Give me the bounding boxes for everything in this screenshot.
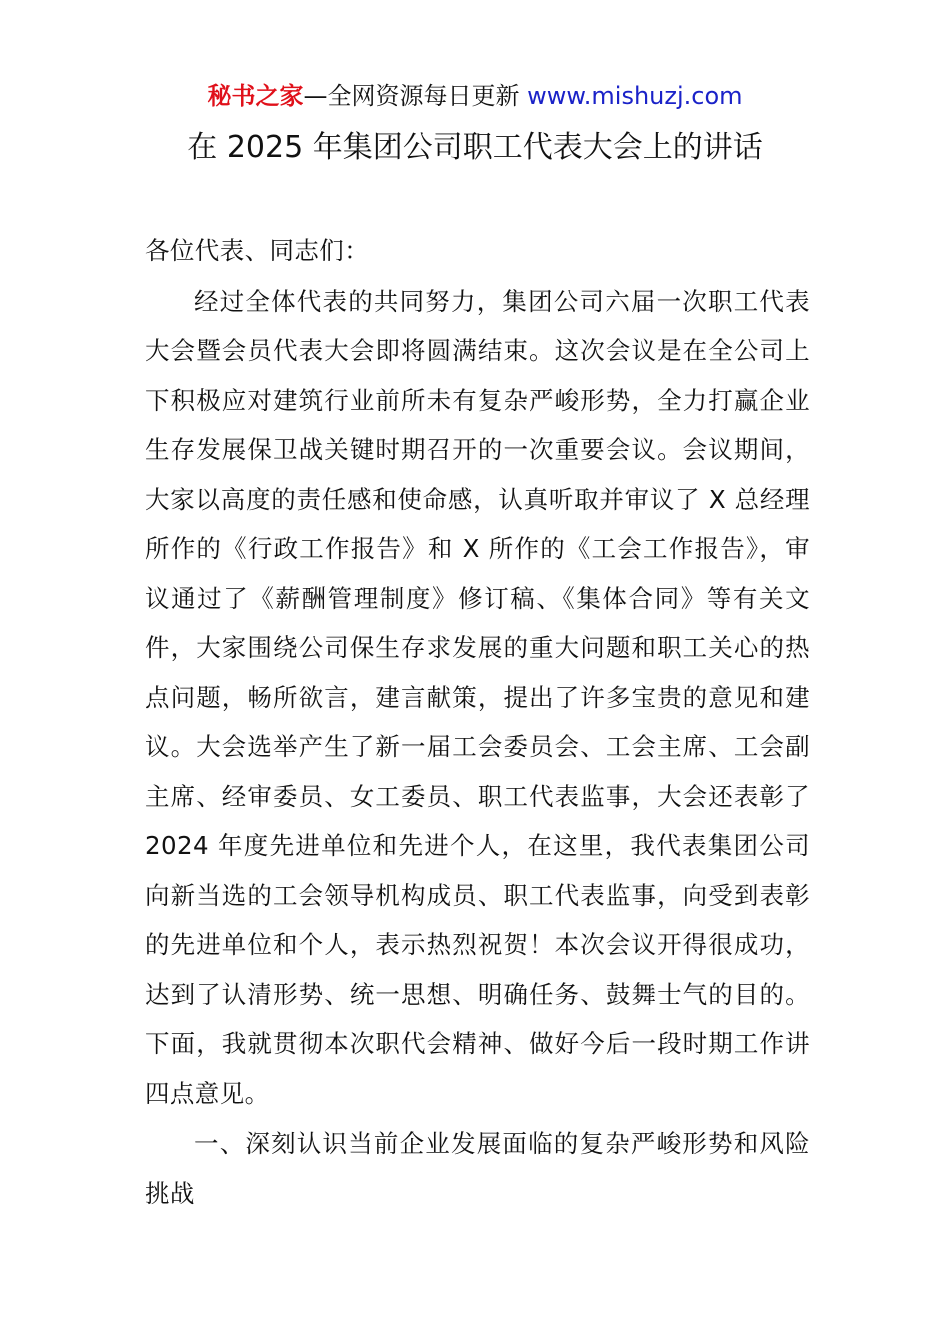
salutation: 各位代表、同志们：	[145, 236, 370, 265]
section-heading: 一、深刻认识当前企业发展面临的复杂严峻形势和风险挑战	[145, 1129, 810, 1208]
brand-name: 秘书之家	[207, 82, 304, 110]
body-paragraph: 经过全体代表的共同努力，集团公司六届一次职工代表大会暨会员代表大会即将圆满结束。这次会议是在全公司上下积极应对建筑行业前所未有复杂严峻形势，全力打赢企业生存发展保卫战关键时期召开的一次重要会议。会议期间，大家以高度的责任感和使命感，认真听取并审议了 X 总经理所作的《行政工作报告》和 X 所作的《工会工作报告》，审议通过了《薪酬管理制度》修订稿、《集体合同》等有关文件，大家围绕公司保生存求发展的重大问题和职工关心的热点问题，畅所欲言，建言献策，提出了许多宝贵的意见和建议。大会选举产生了新一届工会委员会、工会主席、工会副主席、经审委员、女工委员、职工代表监事，大会还表彰了 2024 年度先进单位和先进个人，在这里，我代表集团公司向新当选的工会领导机构成员、职工代表监事，向受到表彰的先进单位和个人，表示热烈祝贺！本次会议开得很成功，达到了认清形势、统一思想、明确任务、鼓舞士气的目的。下面，我就贯彻本次职代会精神、做好今后一段时期工作讲四点意见。	[145, 286, 810, 1108]
banner-url[interactable]: www.mishuzj.com	[527, 82, 743, 110]
site-banner	[0, 80, 950, 112]
document-title: 在 2025 年集团公司职工代表大会上的讲话	[187, 130, 763, 165]
banner-slogan: —全网资源每日更新	[303, 82, 528, 110]
document-body	[145, 226, 810, 1218]
